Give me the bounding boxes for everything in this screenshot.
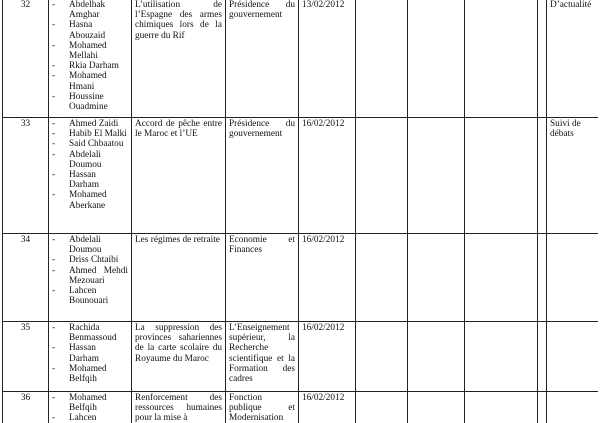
deputy-name: - Hassan Darham	[52, 170, 128, 190]
deputy-name: - Hassan Darham	[52, 343, 128, 363]
subject-cell: Accord de pêche entre le Maroc et l’UE	[132, 118, 226, 234]
empty-cell	[356, 0, 408, 118]
deputy-name: - Houssine Ouadmine	[52, 92, 128, 112]
deputy-name: - Ahmed Zaidi	[52, 119, 128, 129]
deputy-name: - Lahcen Bounouari	[52, 286, 128, 306]
date-cell: 16/02/2012	[299, 118, 356, 234]
institution-cell: L’Enseignement supérieur, la Recherche scientifique et la Formation des cadres	[226, 322, 299, 392]
document-page	[2, 0, 598, 423]
deputy-name: - Mohamed Belfqih	[52, 364, 128, 384]
note-cell: D’actualité	[547, 0, 599, 118]
empty-cell	[465, 322, 538, 392]
deputies-list	[52, 235, 128, 306]
note-cell: Suivi de débats	[547, 118, 599, 234]
table-row	[3, 234, 599, 322]
table-row	[3, 322, 599, 392]
note-cell	[547, 322, 599, 392]
empty-cell	[408, 0, 465, 118]
empty-cell	[408, 322, 465, 392]
institution-cell: Présidence du gouvernement	[226, 118, 299, 234]
date-cell: 16/02/2012	[299, 234, 356, 322]
date-cell: 16/02/2012	[299, 322, 356, 392]
row-number-cell: 36	[3, 392, 49, 423]
date-cell: 13/02/2012	[299, 0, 356, 118]
deputies-cell	[49, 322, 132, 392]
note-cell	[547, 234, 599, 322]
deputy-name: - Mohamed Belfqih	[52, 393, 128, 413]
deputy-name: - Said Chbaatou	[52, 139, 128, 149]
deputy-name: - Mohamed Hmani	[52, 71, 128, 91]
institution-cell: Présidence du gouvernement	[226, 0, 299, 118]
empty-cell	[538, 234, 547, 322]
empty-cell	[356, 322, 408, 392]
deputy-name: - Abdelali Doumou	[52, 235, 128, 255]
empty-cell	[356, 234, 408, 322]
deputy-name: - Ahmed Mehdi Mezouari	[52, 266, 128, 286]
empty-cell	[538, 118, 547, 234]
deputies-cell	[49, 0, 132, 118]
empty-cell	[538, 392, 547, 423]
empty-cell	[538, 322, 547, 392]
deputy-name: - Abdelali Doumou	[52, 150, 128, 170]
deputy-name: - Abdelhak Amghar	[52, 0, 128, 20]
table-row	[3, 392, 599, 423]
empty-cell	[538, 0, 547, 118]
subject-cell: L’utilisation de l’Espagne des armes chimiques lors de la guerre du Rif	[132, 0, 226, 118]
empty-cell	[465, 392, 538, 423]
date-cell: 16/02/2012	[299, 392, 356, 423]
empty-cell	[408, 392, 465, 423]
deputy-name: - Mohamed Aberkane	[52, 190, 128, 210]
row-number-cell: 35	[3, 322, 49, 392]
row-number-cell: 34	[3, 234, 49, 322]
deputies-list	[52, 393, 128, 423]
deputies-list	[52, 323, 128, 384]
empty-cell	[465, 234, 538, 322]
subject-cell: Renforcement des ressources humaines pour la mise à	[132, 392, 226, 423]
table-body	[3, 0, 599, 423]
institution-cell: Fonction publique et Modernisation	[226, 392, 299, 423]
deputies-cell	[49, 118, 132, 234]
deputies-list	[52, 0, 128, 112]
questions-table	[2, 0, 598, 423]
deputy-name: - Rkia Darham	[52, 61, 128, 71]
deputy-name: - Mohamed Mellahi	[52, 41, 128, 61]
empty-cell	[408, 234, 465, 322]
deputies-cell	[49, 392, 132, 423]
empty-cell	[356, 118, 408, 234]
deputy-name: - Rachida Benmassoud	[52, 323, 128, 343]
empty-cell	[356, 392, 408, 423]
deputies-cell	[49, 234, 132, 322]
institution-cell: Economie et Finances	[226, 234, 299, 322]
empty-cell	[465, 0, 538, 118]
subject-cell: Les régimes de retraite	[132, 234, 226, 322]
empty-cell	[408, 118, 465, 234]
table-row	[3, 118, 599, 234]
deputy-name: - Habib El Malki	[52, 129, 128, 139]
deputy-name: - Hasna Abouzaid	[52, 20, 128, 40]
deputies-list	[52, 119, 128, 211]
table-row	[3, 0, 599, 118]
deputy-name: - Driss Chtaibi	[52, 255, 128, 265]
subject-cell: La suppression des provinces sahariennes de la carte scolaire du Royaume du Maroc	[132, 322, 226, 392]
row-number-cell: 32	[3, 0, 49, 118]
row-number-cell: 33	[3, 118, 49, 234]
note-cell	[547, 392, 599, 423]
deputy-name: - Lahcen	[52, 413, 128, 423]
empty-cell	[465, 118, 538, 234]
